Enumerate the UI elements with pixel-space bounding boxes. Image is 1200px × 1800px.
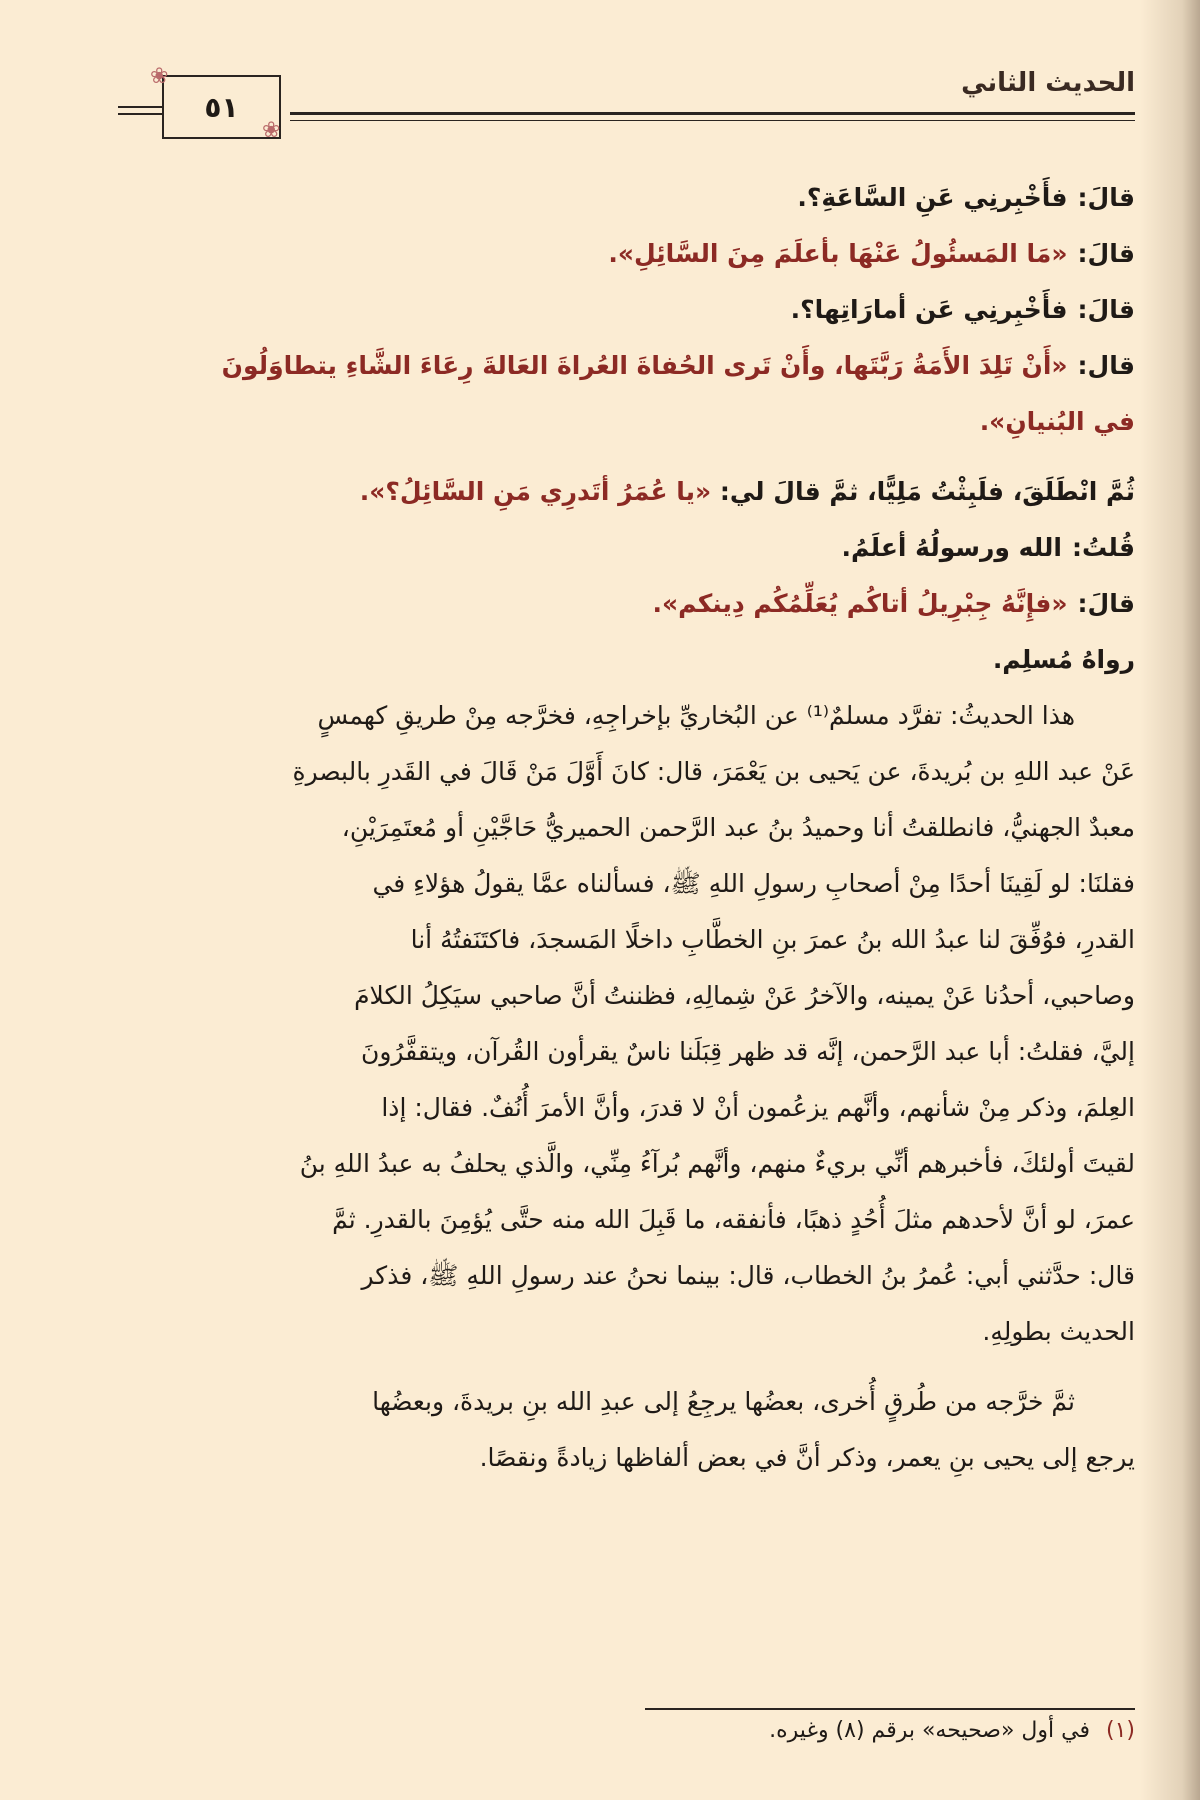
umar-reply-line: قُلتُ:الله ورسولُهُ أعلَمُ. [841, 533, 1135, 562]
dialogue-line: قالَ:فأَخْبِرنِي عَن أمارَاتِها؟. [790, 295, 1135, 324]
commentary-line: معبدٌ الجهنيُّ، فانطلقتُ أنا وحميدُ بنُ عبد الرَّحمن الحميريُّ حَاجَّيْنِ أو مُعتَمِرَيْنِ، [341, 813, 1135, 842]
page-body [115, 170, 1135, 1486]
dialogue-line: قال:«أَنْ تَلِدَ الأَمَةُ رَبَّتَها، وأَنْ تَرى الحُفاةَ العُراةَ العَالةَ رِعَاءَ الشَّاءِ يتطاوَلُونَ [221, 351, 1135, 380]
commentary-line: قال: حدَّثني أبي: عُمرُ بنُ الخطاب، قال: بينما نحنُ عند رسولِ اللهِ ﷺ، فذكر [361, 1261, 1135, 1290]
commentary-line: فقلنَا: لو لَقِينَا أحدًا مِنْ أصحابِ رسولِ اللهِ ﷺ، فسألناه عمَّا يقولُ هؤلاءِ في [372, 869, 1135, 898]
floral-ornament-icon: ❀ [150, 64, 169, 89]
commentary-line: وصاحبي، أحدُنا عَنْ يمينه، والآخرُ عَنْ شِمالِهِ، فظننتُ أنَّ صاحبي سيَكِلُ الكلامَ [354, 981, 1135, 1010]
chapter-title: الحديث الثاني [961, 68, 1135, 98]
commentary-line: القدرِ، فوُفِّقَ لنا عبدُ الله بنُ عمرَ بنِ الخطَّابِ داخلًا المَسجدَ، فاكتَنَفتُهُ أنا [410, 925, 1135, 954]
commentary-line: لقيتَ أولئكَ، فأخبرهم أنِّي بريءٌ منهم، وأنَّهم بُرآءُ مِنِّي، والَّذي يحلفُ به عبدُ اللهِ بنُ [299, 1149, 1135, 1178]
commentary-line: إليَّ، فقلتُ: أبا عبد الرَّحمن، إنَّه قد ظهر قِبَلَنا ناسٌ يقرأون القُرآن، ويتقفَّرُونَ [360, 1037, 1135, 1066]
page-number: ٥١ [204, 90, 239, 124]
footnote [769, 1718, 1135, 1743]
commentary-line: عمرَ، لو أنَّ لأحدهم مثلَ أُحُدٍ ذهبًا، فأنفقه، ما قَبِلَ الله منه حتَّى يُؤمِنَ بالقدرِ. ثمَّ [332, 1205, 1135, 1234]
hadith-source: رواهُ مُسلِم. [992, 645, 1135, 674]
footnote-separator [645, 1708, 1135, 1710]
commentary-line: يرجع إلى يحيى بنِ يعمر، وذكر أنَّ في بعض ألفاظها زيادةً ونقصًا. [479, 1443, 1135, 1472]
narration-line: ثُمَّ انْطَلَقَ، فلَبِثْتُ مَلِيًّا، ثمَّ قالَ لي: «يا عُمَرُ أتَدرِي مَنِ السَّائِلُ؟». [359, 477, 1135, 506]
header-left-rule [118, 106, 162, 115]
floral-ornament-icon: ❀ [262, 118, 281, 143]
footnote-number: (١) [1105, 1718, 1135, 1743]
dialogue-line: قالَ:فأَخْبِرنِي عَنِ السَّاعَةِ؟. [797, 183, 1135, 212]
final-quote-line: قالَ:«فإِنَّهُ جِبْرِيلُ أتاكُم يُعَلِّمُكُم دِينكم». [652, 589, 1135, 618]
dialogue-line: قالَ:«مَا المَسئُولُ عَنْهَا بأعلَمَ مِنَ السَّائِلِ». [608, 239, 1135, 268]
commentary-line: العِلمَ، وذكر مِنْ شأنهم، وأنَّهم يزعُمون أنْ لا قدرَ، وأنَّ الأمرَ أُنُفٌ. فقال: إذا [381, 1093, 1135, 1122]
commentary-line: ثمَّ خرَّجه من طُرقٍ أُخرى، بعضُها يرجِعُ إلى عبدِ الله بنِ بريدةَ، وبعضُها [372, 1387, 1075, 1416]
header-double-rule [290, 112, 1135, 121]
commentary-paragraph-1 [115, 688, 1135, 1360]
commentary-paragraph-2 [115, 1374, 1135, 1486]
footnote-text: في أول «صحيحه» برقم (٨) وغيره. [769, 1718, 1090, 1743]
commentary-line: هذا الحديثُ: تفرَّد مسلمٌ⁽¹⁾ عن البُخاريِّ بإخراجِهِ، فخرَّجه مِنْ طريقِ كهمسٍ [317, 701, 1075, 730]
page-gutter-shadow [1140, 0, 1200, 1800]
commentary-line: عَنْ عبد اللهِ بن بُريدةَ، عن يَحيى بن يَعْمَرَ، قال: كانَ أَوَّلَ مَنْ قَالَ في القَدرِ بالبصرةِ [292, 757, 1135, 786]
dialogue-line: في البُنيانِ». [979, 407, 1135, 436]
commentary-line: الحديث بطولِهِ. [982, 1317, 1135, 1346]
